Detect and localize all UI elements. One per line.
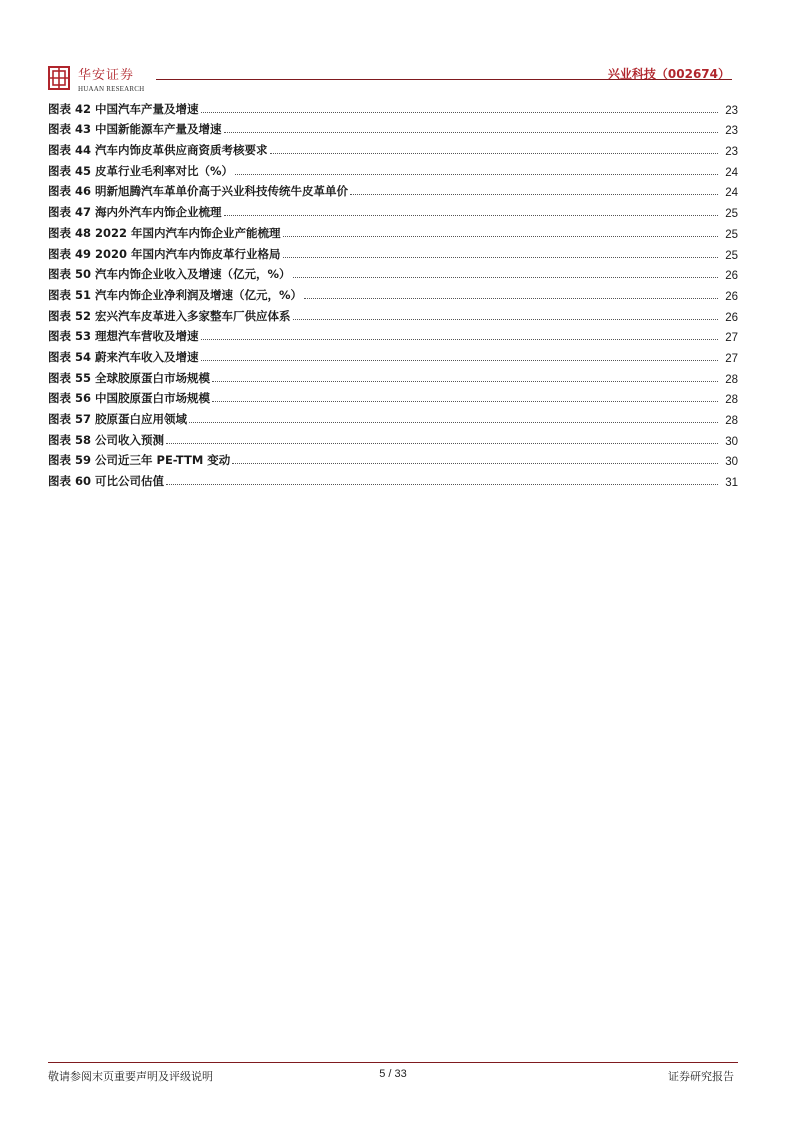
toc-entry[interactable] — [48, 96, 738, 117]
toc-entry-label[interactable]: 图表 45 皮革行业毛利率对比（%） — [48, 163, 234, 178]
toc-dot-leader — [189, 422, 718, 423]
toc-entry[interactable] — [48, 137, 738, 158]
toc-entry[interactable] — [48, 117, 738, 138]
toc-entry-page[interactable]: 23 — [725, 125, 738, 138]
toc-dot-leader — [232, 463, 718, 464]
toc-entry[interactable] — [48, 241, 738, 262]
toc-entry-label[interactable]: 图表 59 公司近三年 PE-TTM 变动 — [48, 453, 231, 468]
toc-dot-leader — [201, 339, 718, 340]
toc-entry-page[interactable]: 30 — [725, 456, 738, 469]
toc-entry-label[interactable]: 图表 48 2022 年国内汽车内饰企业产能梳理 — [48, 225, 281, 240]
logo-english-text: HUAAN RESEARCH — [78, 85, 145, 93]
toc-entry-page[interactable]: 25 — [725, 208, 738, 221]
toc-entry[interactable] — [48, 282, 738, 303]
page-footer — [48, 1068, 738, 1084]
toc-entry[interactable] — [48, 179, 738, 200]
toc-entry-label[interactable]: 图表 53 理想汽车营收及增速 — [48, 329, 199, 344]
page-number: 5 / 33 — [379, 1068, 407, 1080]
toc-entry[interactable] — [48, 158, 738, 179]
toc-entry-label[interactable]: 图表 58 公司收入预测 — [48, 432, 165, 447]
toc-dot-leader — [293, 319, 718, 320]
toc-entry-page[interactable]: 28 — [725, 373, 738, 386]
figure-list — [48, 96, 738, 489]
toc-dot-leader — [201, 112, 718, 113]
toc-entry[interactable] — [48, 365, 738, 386]
toc-entry-page[interactable]: 25 — [725, 249, 738, 262]
toc-dot-leader — [201, 360, 718, 361]
toc-entry-label[interactable]: 图表 43 中国新能源车产量及增速 — [48, 122, 222, 137]
toc-entry-label[interactable]: 图表 60 可比公司估值 — [48, 474, 165, 489]
toc-dot-leader — [350, 194, 718, 195]
toc-dot-leader — [270, 153, 718, 154]
toc-entry-label[interactable]: 图表 50 汽车内饰企业收入及增速（亿元，%） — [48, 267, 291, 282]
toc-entry[interactable] — [48, 303, 738, 324]
toc-entry-label[interactable]: 图表 57 胶原蛋白应用领域 — [48, 412, 188, 426]
toc-entry-page[interactable]: 31 — [725, 477, 738, 490]
toc-entry-label[interactable]: 图表 52 宏兴汽车皮革进入多家整车厂供应体系 — [48, 308, 291, 323]
toc-entry-page[interactable]: 26 — [725, 270, 738, 283]
toc-entry[interactable] — [48, 324, 738, 345]
toc-entry-page[interactable]: 24 — [725, 166, 738, 179]
toc-dot-leader — [224, 215, 718, 216]
toc-dot-leader — [283, 257, 718, 258]
toc-entry[interactable] — [48, 427, 738, 448]
footer-divider — [48, 1062, 738, 1063]
toc-entry-page[interactable]: 26 — [725, 290, 738, 303]
toc-entry-page[interactable]: 25 — [725, 228, 738, 241]
toc-entry[interactable] — [48, 344, 738, 365]
toc-entry[interactable] — [48, 406, 738, 427]
toc-entry-page[interactable]: 28 — [725, 415, 738, 427]
toc-entry-label[interactable]: 图表 51 汽车内饰企业净利润及增速（亿元，%） — [48, 287, 303, 302]
toc-dot-leader — [304, 298, 718, 299]
toc-entry-page[interactable]: 24 — [725, 187, 738, 200]
page-header — [48, 62, 732, 98]
toc-dot-leader — [283, 236, 718, 237]
toc-entry[interactable] — [48, 386, 738, 407]
toc-entry-page[interactable]: 28 — [725, 394, 738, 407]
huaan-seal-icon — [48, 66, 70, 90]
toc-dot-leader — [224, 132, 718, 133]
toc-entry-label[interactable]: 图表 55 全球胶原蛋白市场规模 — [48, 370, 211, 385]
toc-entry-label[interactable]: 图表 44 汽车内饰皮革供应商资质考核要求 — [48, 143, 268, 158]
toc-entry-page[interactable]: 23 — [725, 146, 738, 159]
toc-entry-label[interactable]: 图表 54 蔚来汽车收入及增速 — [48, 349, 199, 364]
toc-dot-leader — [293, 277, 718, 278]
toc-entry-label[interactable]: 图表 49 2020 年国内汽车内饰皮革行业格局 — [48, 246, 281, 261]
toc-entry-page[interactable]: 23 — [725, 104, 738, 117]
toc-dot-leader — [166, 443, 718, 444]
disclaimer-note: 敬请参阅末页重要声明及评级说明 — [48, 1070, 213, 1083]
toc-entry[interactable] — [48, 262, 738, 283]
toc-entry-page[interactable]: 27 — [725, 352, 738, 365]
toc-entry-page[interactable]: 27 — [725, 332, 738, 345]
report-type: 证券研究报告 — [668, 1070, 734, 1083]
toc-entry[interactable] — [48, 220, 738, 241]
toc-entry[interactable] — [48, 468, 738, 489]
toc-entry-label[interactable]: 图表 47 海内外汽车内饰企业梳理 — [48, 205, 222, 220]
toc-entry-page[interactable]: 30 — [725, 435, 738, 448]
stock-ticker: 兴业科技（002674） — [607, 67, 730, 81]
toc-entry[interactable] — [48, 448, 738, 469]
logo-chinese-text: 华安证券 — [78, 68, 135, 83]
toc-dot-leader — [212, 401, 718, 402]
toc-entry-page[interactable]: 26 — [725, 311, 738, 324]
toc-entry-label[interactable]: 图表 42 中国汽车产量及增速 — [48, 101, 199, 116]
toc-dot-leader — [166, 484, 718, 485]
toc-dot-leader — [235, 174, 718, 175]
toc-entry-label[interactable]: 图表 46 明新旭腾汽车革单价高于兴业科技传统牛皮革单价 — [48, 184, 349, 199]
toc-entry-label[interactable]: 图表 56 中国胶原蛋白市场规模 — [48, 391, 211, 406]
toc-dot-leader — [212, 381, 718, 382]
toc-entry[interactable] — [48, 199, 738, 220]
